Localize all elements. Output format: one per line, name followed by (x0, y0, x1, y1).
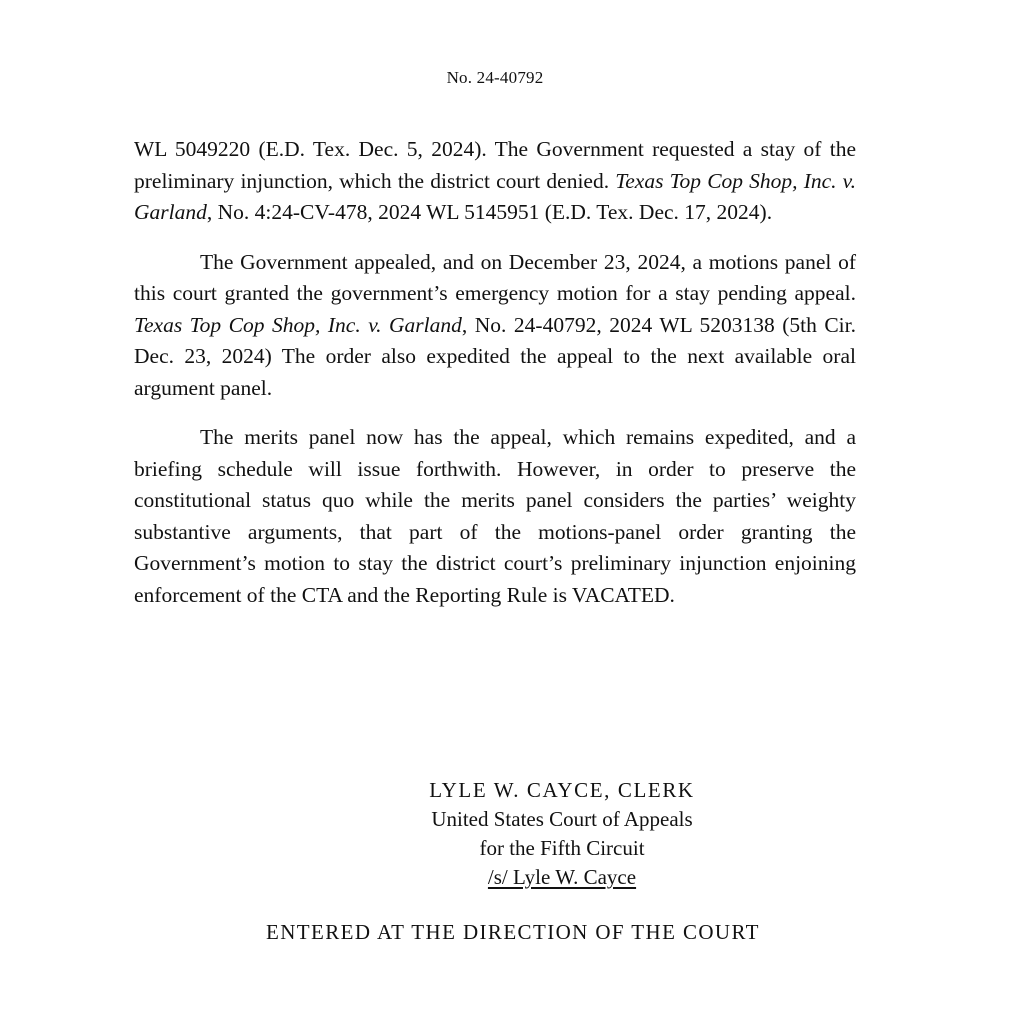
court-name-line-2: for the Fifth Circuit (479, 836, 645, 860)
paragraph-1-text-b: , No. 4:24-CV-478, 2024 WL 5145951 (E.D. Tex. Dec. 17, 2024). (206, 200, 773, 224)
case-citation-1: Texas Top Cop Shop, Inc. v. Garland (134, 168, 856, 224)
docket-number: No. 24-40792 (446, 68, 544, 87)
entered-statement: ENTERED AT THE DIRECTION OF THE COURT (266, 920, 760, 944)
order-body (134, 134, 856, 611)
paragraph-1-text-a: WL 5049220 (E.D. Tex. Dec. 5, 2024). The Government requested a stay of the preliminary injunction, which the district court denied. (134, 137, 856, 193)
paragraph-1 (134, 134, 856, 229)
court-name-line-1: United States Court of Appeals (431, 807, 693, 831)
paragraph-2-text-a: The Government appealed, and on December 23, 2024, a motions panel of this court granted the government’s emergency motion for a stay pending appeal. (134, 249, 856, 305)
electronic-signature: /s/ Lyle W. Cayce (487, 865, 637, 889)
paragraph-2-text-b: , No. 24-40792, 2024 WL 5203138 (5th Cir. Dec. 23, 2024) The order also expedited the appeal to the next available oral argument panel. (134, 312, 856, 400)
paragraph-2 (134, 247, 856, 405)
case-citation-2: Texas Top Cop Shop, Inc. v. Garland (134, 312, 462, 337)
paragraph-3: The merits panel now has the appeal, which remains expedited, and a briefing schedule will issue forthwith. However, in order to preserve the constitutional status quo while the merits panel considers the parties’ weighty substantive arguments, that part of the motions-panel order granting the Government’s motion to stay the district court’s preliminary injunction enjoining enforcement of the CTA and the Reporting Rule is VACATED. (134, 425, 856, 607)
signature-block (352, 776, 772, 892)
clerk-name: LYLE W. CAYCE, CLERK (429, 778, 695, 802)
